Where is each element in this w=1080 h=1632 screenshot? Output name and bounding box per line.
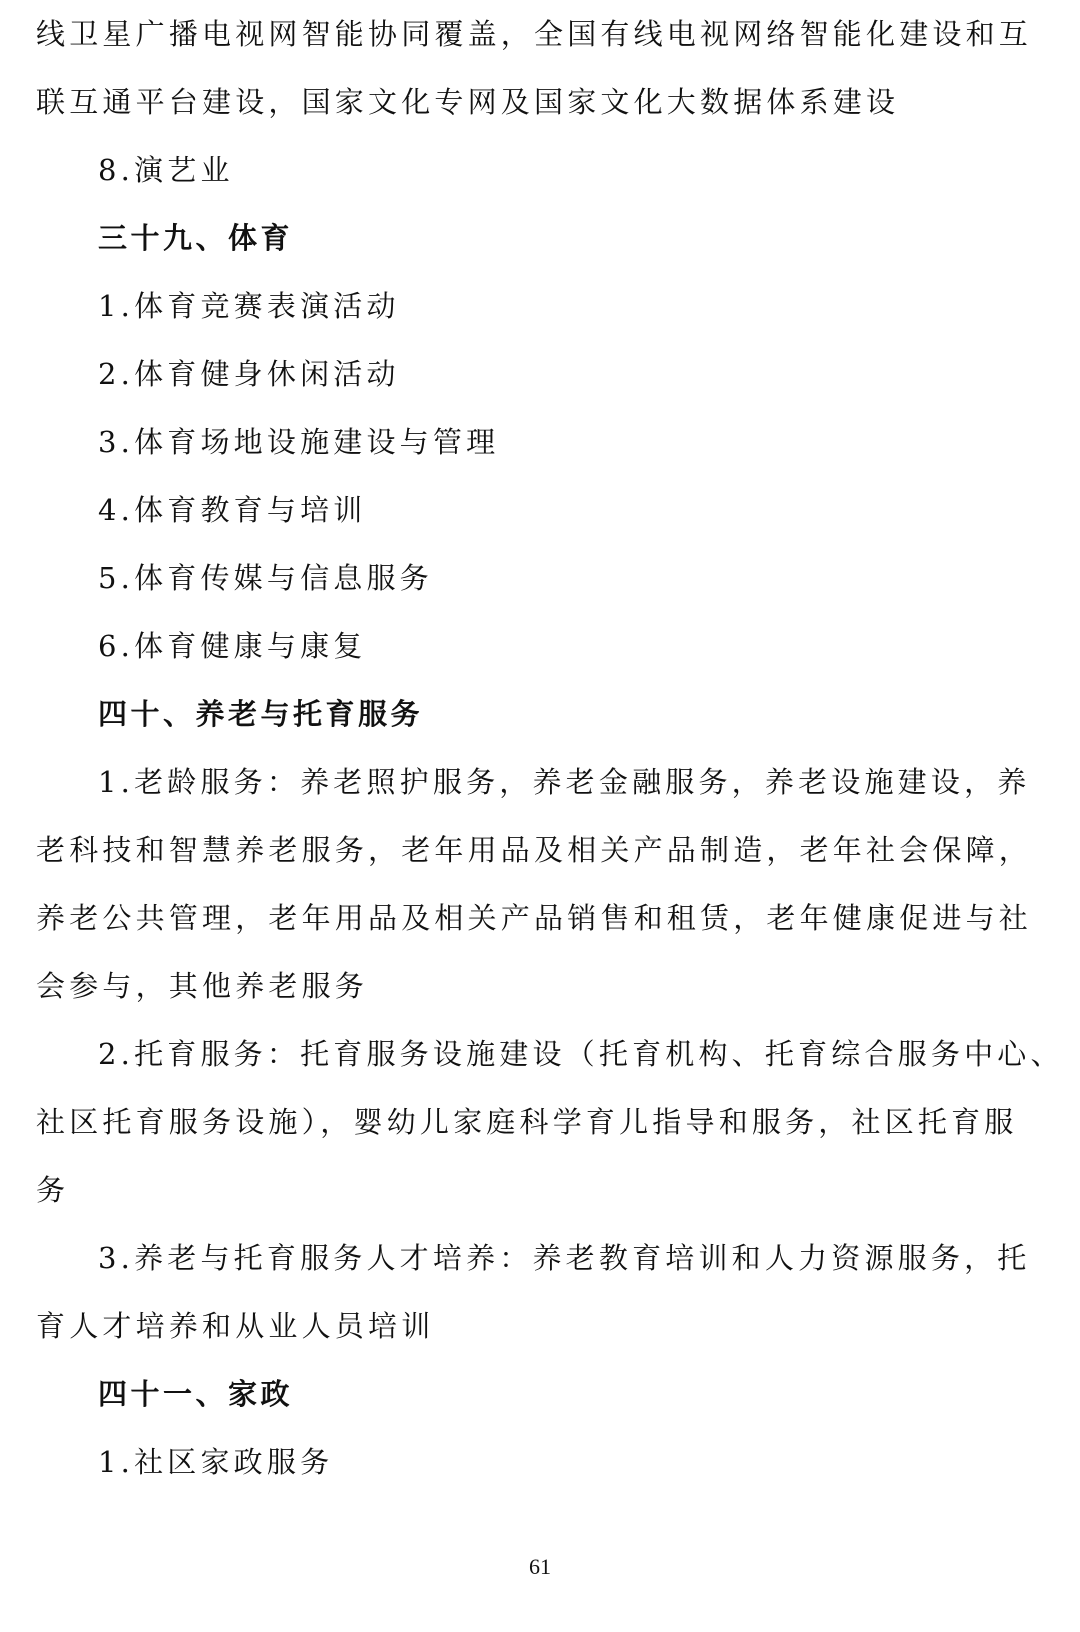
paragraph-childcare-services: 2.托育服务：托育服务设施建设（托育机构、托育综合服务中心、 bbox=[98, 1037, 1064, 1071]
paragraph-continuation: 社区托育服务设施），婴幼儿家庭科学育儿指导和服务，社区托育服 bbox=[36, 1105, 1018, 1139]
list-item: 1.社区家政服务 bbox=[98, 1445, 334, 1479]
paragraph-continuation: 育人才培养和从业人员培训 bbox=[36, 1309, 435, 1343]
body-text-line: 联互通平台建设，国家文化专网及国家文化大数据体系建设 bbox=[36, 85, 900, 119]
list-item: 2.体育健身休闲活动 bbox=[98, 357, 400, 391]
paragraph-continuation: 老科技和智慧养老服务，老年用品及相关产品制造，老年社会保障， bbox=[36, 833, 1033, 867]
list-item: 3.体育场地设施建设与管理 bbox=[98, 425, 500, 459]
paragraph-continuation: 务 bbox=[36, 1173, 70, 1207]
paragraph-talent-training: 3.养老与托育服务人才培养：养老教育培训和人力资源服务，托 bbox=[98, 1241, 1031, 1275]
subitem-yanyi: 8.演艺业 bbox=[98, 153, 234, 187]
section-heading-sports: 三十九、体育 bbox=[98, 221, 294, 255]
document-page bbox=[36, 0, 1064, 1496]
section-heading-housekeeping: 四十一、家政 bbox=[98, 1377, 294, 1411]
page-number: 61 bbox=[529, 1554, 551, 1579]
paragraph-continuation: 会参与，其他养老服务 bbox=[36, 969, 369, 1003]
paragraph-continuation: 养老公共管理，老年用品及相关产品销售和租赁，老年健康促进与社 bbox=[36, 901, 1033, 935]
list-item: 5.体育传媒与信息服务 bbox=[98, 561, 433, 595]
body-text-line: 线卫星广播电视网智能协同覆盖，全国有线电视网络智能化建设和互 bbox=[36, 17, 1033, 51]
paragraph-elderly-services: 1.老龄服务：养老照护服务，养老金融服务，养老设施建设，养 bbox=[98, 765, 1031, 799]
list-item: 6.体育健康与康复 bbox=[98, 629, 367, 663]
list-item: 1.体育竞赛表演活动 bbox=[98, 289, 400, 323]
list-item: 4.体育教育与培训 bbox=[98, 493, 367, 527]
section-heading-elderly-childcare: 四十、养老与托育服务 bbox=[98, 697, 424, 731]
